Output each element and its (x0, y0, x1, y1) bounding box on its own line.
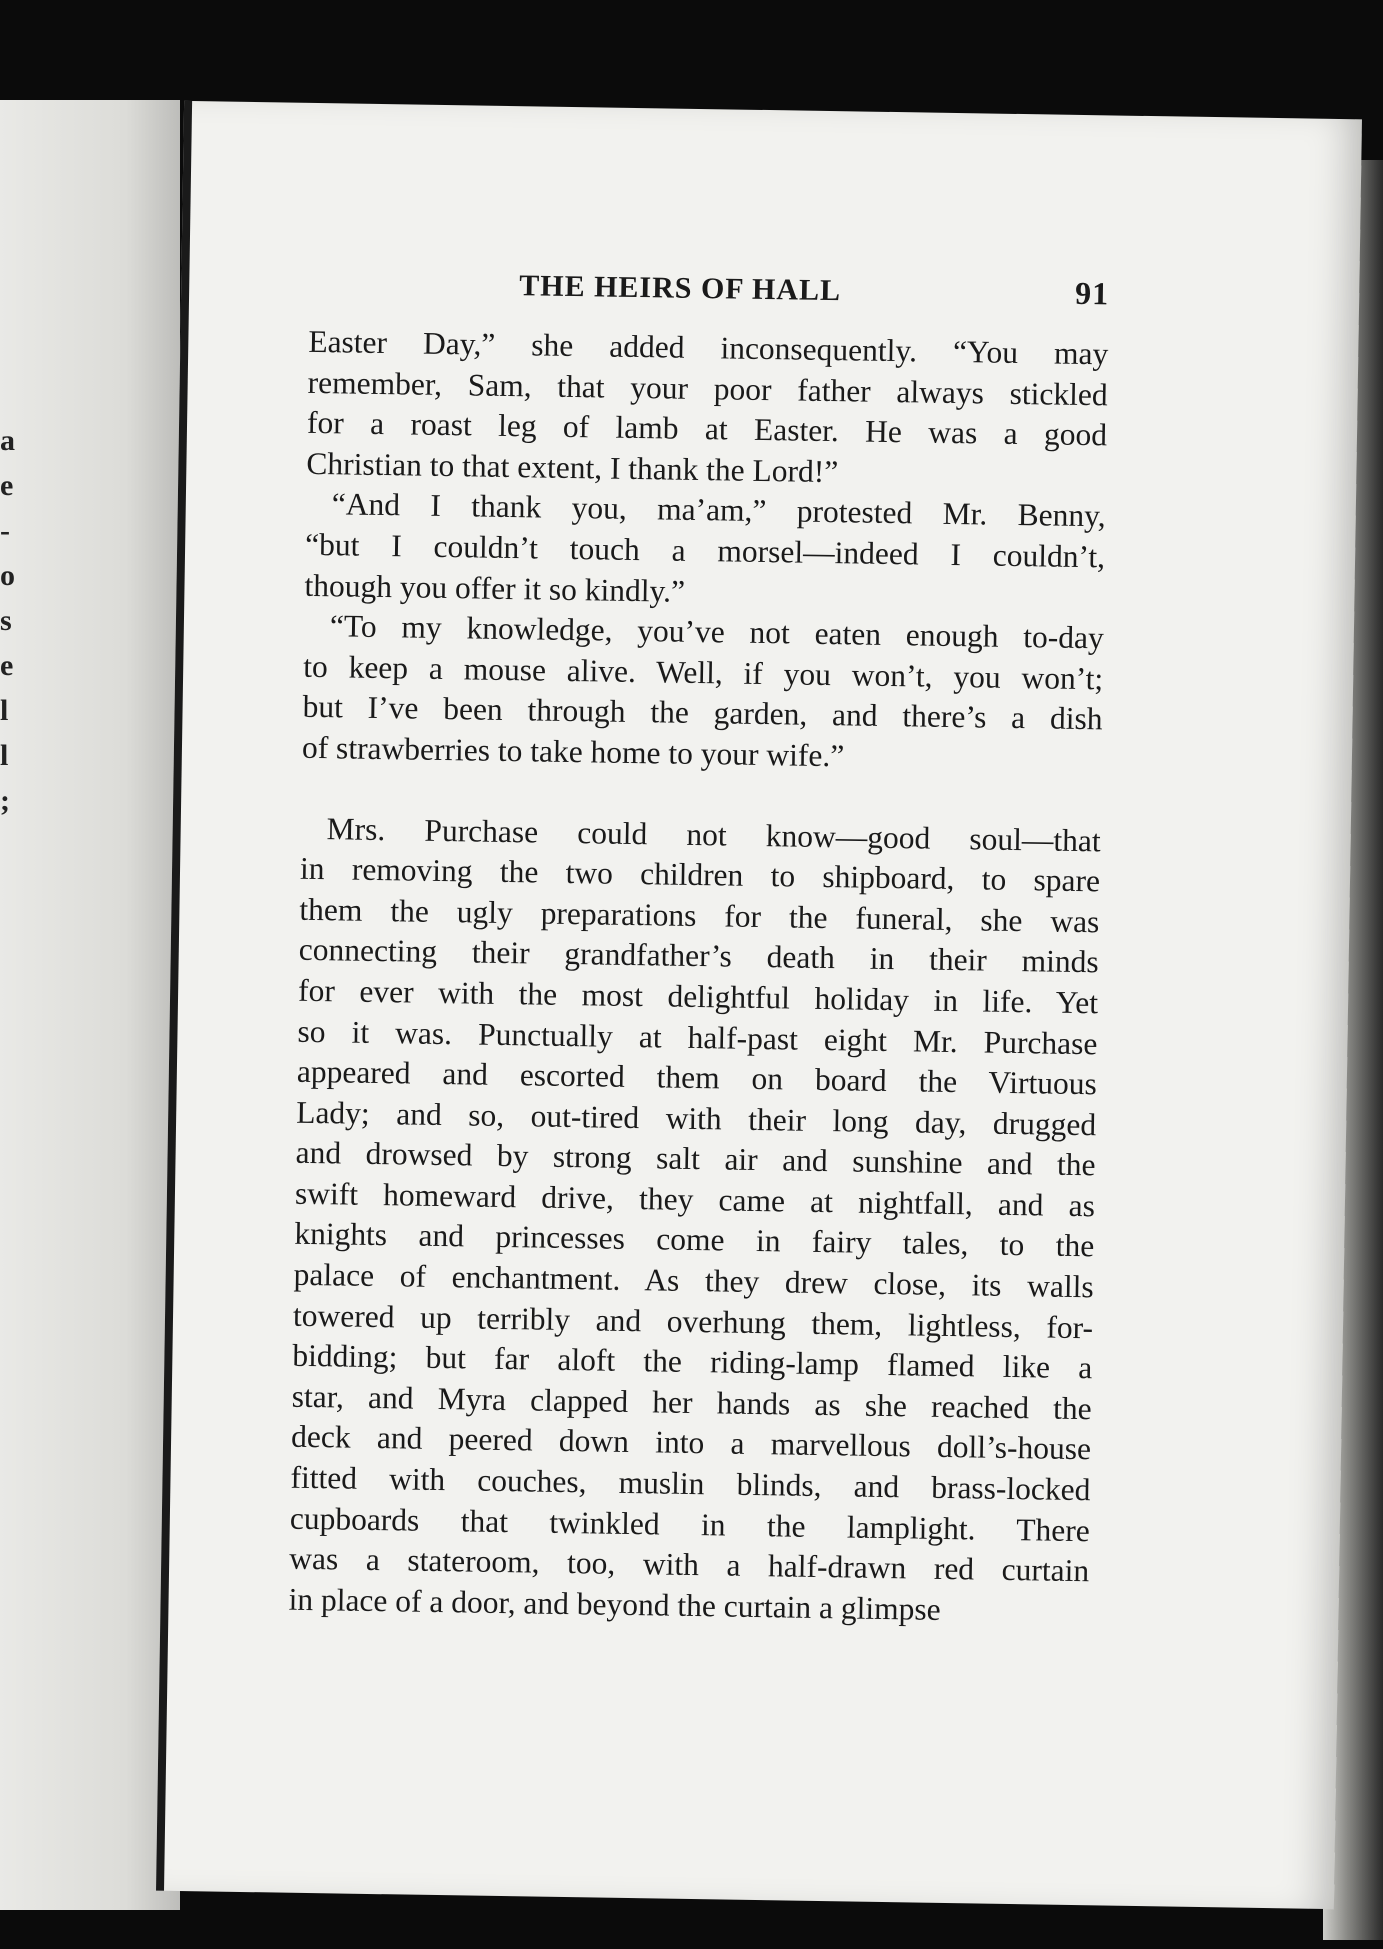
paragraph (304, 484, 1106, 618)
text-line: “but I couldn’t touch a morsel—indeed I couldn’t, (304, 526, 1106, 575)
facing-letter: e (0, 649, 14, 682)
text-line: palace of enchantment. As they drew close, its walls (293, 1256, 1094, 1305)
text-line: though you offer it so kindly.” (304, 567, 686, 609)
text-line: Mrs. Purchase could not know—good soul—that (326, 810, 1101, 858)
text-line: them the ugly preparations for the funeral, she was (299, 891, 1100, 940)
text-line: cupboards that twinkled in the lamplight. There (289, 1500, 1091, 1548)
text-line: swift homeward drive, they came at nightfall, and as (294, 1175, 1096, 1224)
facing-letter: e (0, 469, 14, 502)
text-line: was a stateroom, too, with a half-drawn red curtain (288, 1540, 1090, 1589)
text-line: fitted with couches, muslin blinds, and brass-locked (290, 1459, 1091, 1508)
text-line: star, and Myra clapped her hands as she reached the (291, 1378, 1092, 1427)
running-title: THE HEIRS OF HALL (519, 269, 842, 308)
text-line: for a roast leg of lamb at Easter. He was a good (306, 405, 1108, 453)
paragraph (302, 606, 1104, 781)
facing-page-letters (0, 418, 20, 823)
page-text (288, 263, 1109, 1633)
text-line: connecting their grandfather’s death in their minds (298, 932, 1099, 980)
text-line: Lady; and so, out-tired with their long day, drugged (295, 1094, 1097, 1142)
text-line: Christian to that extent, I thank the Lord!” (306, 445, 839, 489)
text-line: to keep a mouse alive. Well, if you won’t, you won’t; (302, 648, 1104, 697)
text-line: in place of a door, and beyond the curtain a glimpse (288, 1581, 941, 1627)
facing-letter: l (0, 739, 9, 772)
text-line: for ever with the most delightful holiday in life. Yet (297, 972, 1099, 1021)
running-header (309, 263, 1109, 313)
text-line: Easter Day,” she added inconsequently. “You may (308, 323, 1109, 372)
text-line: appeared and escorted them on board the Virtuous (296, 1053, 1098, 1102)
text-line: “To my knowledge, you’ve not eaten enough to-day (329, 608, 1105, 656)
text-line: towered up terribly and overhung them, lightless, for- (292, 1297, 1094, 1345)
facing-letter: ; (0, 784, 10, 817)
text-line: deck and peered down into a marvellous doll’s-house (290, 1419, 1092, 1467)
text-line: but I’ve been through the garden, and there’s a dish (302, 689, 1103, 737)
text-line: bidding; but far aloft the riding-lamp flamed like a (292, 1337, 1093, 1386)
facing-letter: l (0, 694, 9, 727)
body-text (288, 322, 1108, 1633)
text-line: and drowsed by strong salt air and sunshine and the (295, 1135, 1096, 1183)
facing-letter: - (0, 514, 10, 547)
facing-letter: a (0, 424, 15, 457)
facing-letter: s (0, 604, 12, 637)
paragraph (288, 808, 1101, 1632)
facing-page-edge (0, 100, 180, 1910)
facing-letter: o (0, 559, 15, 592)
text-line: remember, Sam, that your poor father always stickled (307, 364, 1108, 412)
text-line: knights and princesses come in fairy tales, to the (294, 1216, 1095, 1264)
book-page (156, 101, 1362, 1909)
text-line: so it was. Punctually at half-past eight Mr. Purchase (297, 1013, 1098, 1061)
page-number: 91 (1074, 274, 1110, 312)
paragraph (306, 322, 1108, 497)
text-line: “And I thank you, ma’am,” protested Mr. Benny, (331, 486, 1106, 534)
text-line: of strawberries to take home to your wife.” (301, 729, 845, 774)
text-line: in removing the two children to shipboard, to spare (299, 850, 1101, 899)
